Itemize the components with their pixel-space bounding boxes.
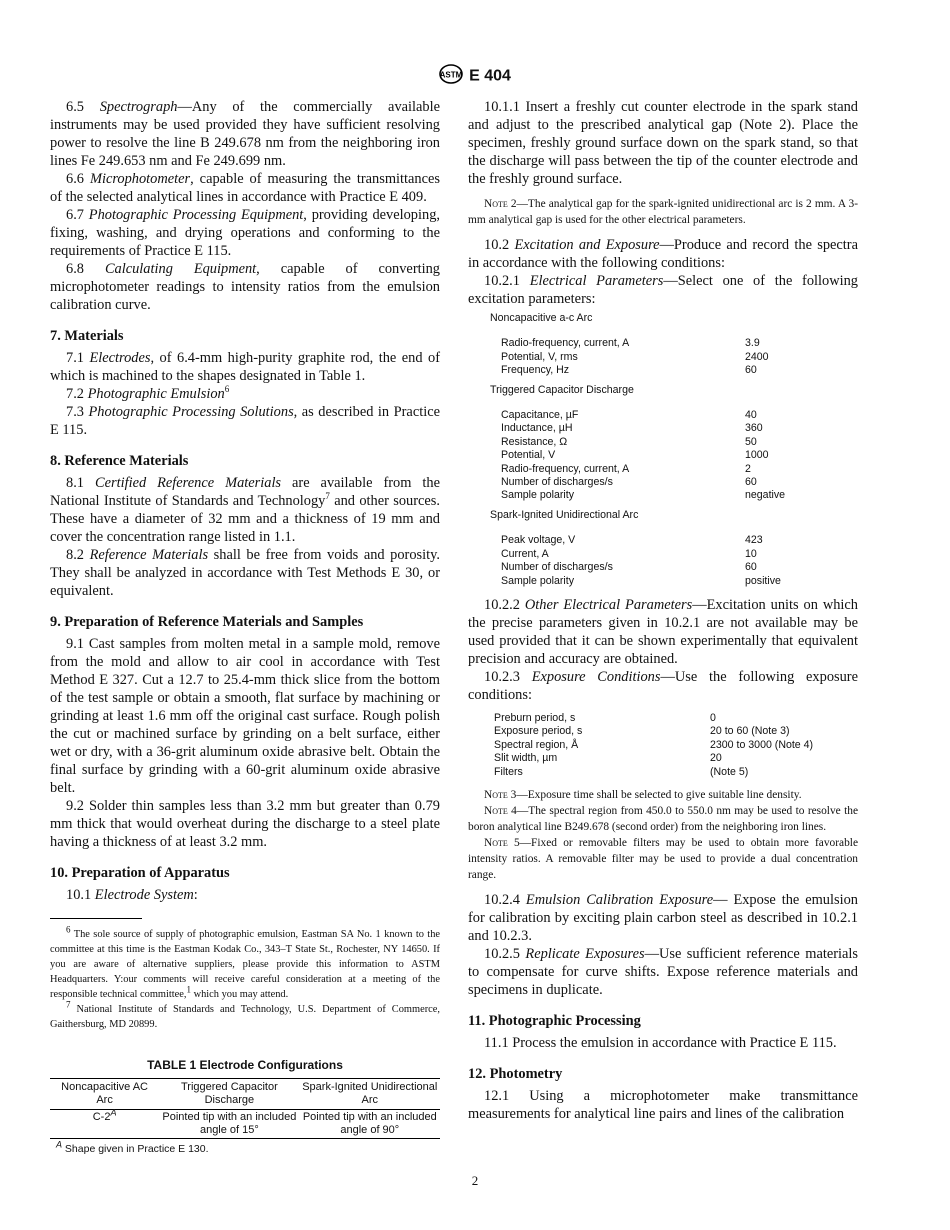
para-10-2-3: 10.2.3 Exposure Conditions—Use the following exposure conditions:	[468, 668, 858, 703]
param-row: Sample polarity negative	[501, 489, 786, 502]
para-7-1: 7.1 Electrodes, of 6.4-mm high-purity graphite rod, the end of which is machined to the shapes designated in Table 1.	[50, 350, 440, 384]
page-header	[0, 64, 950, 89]
param-row: Number of discharges/s 60	[501, 561, 757, 574]
para-9-2: 9.2 Solder thin samples less than 3.2 mm but greater than 0.79 mm thick that would overheat during the discharge to a steel plate having a thickness of at least 3.2 mm.	[50, 798, 440, 850]
table-header: Noncapacitive AC Arc	[50, 1079, 159, 1110]
exposure-conditions-list	[468, 712, 858, 779]
para-7-2: 7.2 Photographic Emulsion$^6$	[66, 384, 230, 402]
para-8-2: 8.2 Reference Materials shall be free from voids and porosity. They shall be analyzed in accordance with Test Methods E 30, or equivalent.	[50, 547, 440, 599]
para-10-2-2: 10.2.2 Other Electrical Parameters—Excitation units on which the precise parameters given in 10.2.1 are not available may be used provided that it can be shown experimentally that equivalent precision and accuracy are obtained.	[468, 596, 858, 667]
section-heading-7: 7. Materials	[50, 328, 124, 344]
footnote-divider	[50, 918, 142, 919]
section-heading-9: 9. Preparation of Reference Materials and Samples	[50, 614, 364, 630]
footnote-7: $^7$ National Institute of Standards and Technology, U.S. Department of Commerce, Gaithersburg, MD 20899.	[50, 999, 440, 1030]
page-number: 2	[471, 1173, 479, 1188]
exposure-row: Exposure period, s 20 to 60 (Note 3)	[494, 725, 790, 738]
param-row: Resistance, Ω 50	[501, 435, 757, 448]
para-7-3: 7.3 Photographic Processing Solutions, as described in Practice E 115.	[50, 404, 440, 438]
para-6-7: 6.7 Photographic Processing Equipment, providing developing, fixing, washing, and drying operations and conforming to the requirements of Practice E 115.	[50, 207, 440, 259]
para-8-1: 8.1 Certified Reference Materials are available from the National Institute of Standards and Technology$^7$ and other sources. These have a diameter of 32 mm and a thickness of 19 mm and cover the concentration range listed in 1.1.	[50, 475, 440, 545]
para-10-2-4: 10.2.4 Emulsion Calibration Exposure— Expose the emulsion for calibration by exciting plain carbon steel as described in 10.2.1 and 10.2.3.	[468, 891, 858, 944]
param-row: Radio-frequency, current, A 2	[501, 462, 751, 475]
note-2: Note 2—The analytical gap for the spark-ignited unidirectional arc is 2 mm. A 3-mm analytical gap is used for the other electrical parameters.	[468, 198, 858, 226]
table-header: Triggered Capacitor Discharge	[159, 1079, 299, 1110]
param-row: Frequency, Hz 60	[501, 364, 757, 377]
param-row: Inductance, µH 360	[501, 422, 763, 435]
param-row: Radio-frequency, current, A 3.9	[501, 337, 760, 350]
param-row: Number of discharges/s 60	[501, 476, 757, 489]
designation: E 404	[469, 67, 511, 85]
section-heading-10: 10. Preparation of Apparatus	[50, 865, 230, 881]
param-row: Current, A 10	[501, 547, 757, 560]
electrode-configurations-table	[50, 1078, 440, 1139]
note-3: Note 3—Exposure time shall be selected to give suitable line density.	[484, 788, 802, 801]
para-9-1: 9.1 Cast samples from molten metal in a sample mold, remove from the mold and allow to air cool in accordance with Test Method E 327. Cut a 12.7 to 25.4-mm thick slice from the bottom of the test sample or obtain a smooth, flat surface by machining or grinding at least 1.6 mm off the original cast surface. Rough polish the cut or machined surface by grinding on a belt surface, either wet or dry, with a 36-grit aluminum oxide abrasive belt. Obtain the final surface by grinding with a 60-grit aluminum oxide abrasive belt.	[50, 636, 440, 796]
para-6-6: 6.6 Microphotometer, capable of measuring the transmittances of the selected analytical lines in accordance with Practice E 409.	[50, 171, 441, 205]
exposure-row: Spectral region, Å 2300 to 3000 (Note 4)	[494, 738, 814, 751]
param-row: Sample polarity positive	[501, 574, 781, 587]
astm-logo-icon	[439, 64, 463, 89]
exposure-row: Preburn period, s 0	[494, 711, 716, 724]
param-group-title: Triggered Capacitor Discharge	[490, 383, 634, 396]
para-10-2-5: 10.2.5 Replicate Exposures—Use sufficient reference materials to compensate for curve shifts. Expose reference materials and specimens in duplicate.	[468, 945, 858, 998]
param-row: Capacitance, µF 40	[501, 409, 757, 422]
section-heading-8: 8. Reference Materials	[50, 453, 189, 469]
note-4: Note 4—The spectral region from 450.0 to 550.0 nm may be used to resolve the boron analytical line B249.678 (second order) from the neighboring iron lines.	[468, 804, 858, 833]
param-row: Potential, V, rms 2400	[501, 350, 769, 363]
table-cell: Pointed tip with an included angle of 90°	[300, 1110, 440, 1139]
table-row	[50, 1110, 440, 1139]
para-10-2-1: 10.2.1 Electrical Parameters—Select one of the following excitation parameters:	[468, 273, 858, 307]
para-6-8: 6.8 Calculating Equipment, capable of converting microphotometer readings to intensity ratios from the emulsion calibration curve.	[50, 261, 441, 313]
exposure-row: Slit width, µm 20	[494, 752, 722, 765]
section-heading-11: 11. Photographic Processing	[468, 1012, 641, 1029]
note-5: Note 5—Fixed or removable filters may be used to obtain more favorable intensity ratios. A removable filter may be used to provide a dual concentration range.	[468, 836, 858, 881]
footnote-6: $^6$ The sole source of supply of photographic emulsion, Eastman SA No. 1 known to the committee at this time is the Eastman Kodak Co., 343–T State St., Rochester, NY 14650. If you are aware of alternative suppliers, please provide this information to ASTM Headquarters. Y:our comments will receive careful consideration at a meeting of the responsible technical committee,$^1$ which you may attend.	[50, 924, 440, 1000]
param-group-title: Spark-Ignited Unidirectional Arc	[490, 508, 639, 521]
param-row: Potential, V 1000	[501, 449, 769, 462]
section-heading-12: 12. Photometry	[468, 1065, 563, 1082]
para-12-1: 12.1 Using a microphotometer make transmittance measurements for analytical line pairs and lines of the calibration	[468, 1087, 858, 1122]
para-10-1: 10.1 Electrode System:	[66, 887, 198, 903]
electrical-parameters-list	[468, 312, 858, 588]
left-column	[50, 98, 440, 1155]
table-1-title: TABLE 1 Electrode Configurations	[147, 1058, 343, 1072]
para-10-1-1: 10.1.1 Insert a freshly cut counter electrode in the spark stand and adjust to the prescribed analytical gap (Note 2). Place the specimen, freshly ground surface down on the spark stand, so that the discharge will pass between the tip of the counter electrode and the freshly ground surface.	[468, 99, 858, 187]
right-column	[468, 98, 858, 1123]
para-11-1: 11.1 Process the emulsion in accordance with Practice E 115.	[484, 1034, 837, 1051]
param-row: Peak voltage, V 423	[501, 534, 763, 547]
table-cell: Pointed tip with an included angle of 15°	[159, 1110, 299, 1139]
para-10-2: 10.2 Excitation and Exposure—Produce and record the spectra in accordance with the following conditions:	[468, 237, 858, 271]
param-group-title: Noncapacitive a-c Arc	[490, 312, 593, 324]
table-footnote: $^A$ Shape given in Practice E 130.	[56, 1139, 209, 1155]
table-header: Spark-Ignited Unidirectional Arc	[300, 1079, 440, 1110]
svg-text:ASTM: ASTM	[439, 70, 463, 80]
para-6-5: 6.5 Spectrograph—Any of the commercially available instruments may be used provided they have sufficient resolving power to resolve the line B 249.678 nm from the neighboring iron lines Fe 249.653 nm and Fe 249.699 nm.	[50, 99, 440, 169]
table-cell: $C-2^A$	[50, 1110, 159, 1139]
exposure-row: Filters (Note 5)	[494, 765, 749, 778]
